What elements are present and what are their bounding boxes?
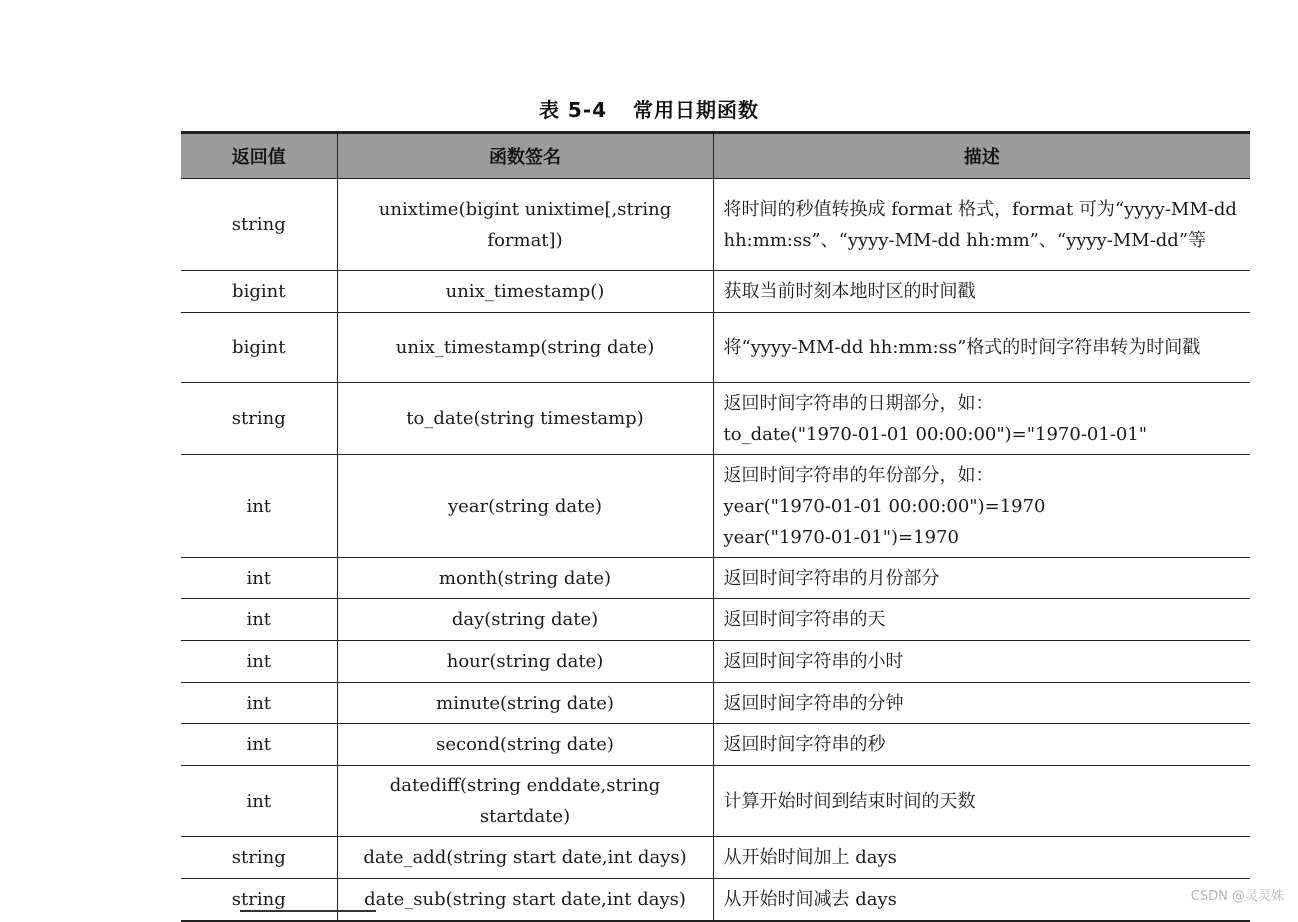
description-cell xyxy=(713,558,1250,599)
return-type-cell: string xyxy=(181,179,337,271)
description-cell xyxy=(713,837,1250,879)
description-cell xyxy=(713,313,1250,383)
header-row xyxy=(181,133,1250,179)
table-row xyxy=(181,879,1250,921)
watermark: CSDN @灵灵姝 xyxy=(1190,889,1284,904)
description-cell xyxy=(713,271,1250,313)
description-cell xyxy=(713,766,1250,837)
signature-cell: unix_timestamp(string date) xyxy=(337,313,713,383)
signature-cell: datediff(string enddate,string startdate) xyxy=(337,766,713,837)
date-functions-table xyxy=(181,131,1250,922)
return-type-cell: bigint xyxy=(181,271,337,313)
description-cell xyxy=(713,455,1250,558)
signature-cell: day(string date) xyxy=(337,599,713,641)
description-cell xyxy=(713,179,1250,271)
table-row xyxy=(181,455,1250,558)
signature-cell: unix_timestamp() xyxy=(337,271,713,313)
description-cell xyxy=(713,724,1250,766)
table-row xyxy=(181,179,1250,271)
return-type-cell: string xyxy=(181,837,337,879)
table-title: 常用日期函数 xyxy=(633,98,760,122)
description-line: 返回时间字符串的天 xyxy=(723,609,886,630)
return-type-cell: string xyxy=(181,879,337,921)
header-return-type: 返回值 xyxy=(181,133,337,179)
signature-cell: hour(string date) xyxy=(337,641,713,683)
signature-cell: minute(string date) xyxy=(337,683,713,724)
description-cell xyxy=(713,641,1250,683)
return-type-cell: int xyxy=(181,558,337,599)
table-row xyxy=(181,766,1250,837)
table-caption xyxy=(0,94,1298,123)
signature-cell: date_sub(string start date,int days) xyxy=(337,879,713,921)
signature-cell: to_date(string timestamp) xyxy=(337,383,713,455)
description-line: 返回时间字符串的年份部分，如： xyxy=(723,464,994,486)
description-cell xyxy=(713,383,1250,455)
table-row xyxy=(181,641,1250,683)
description-cell xyxy=(713,599,1250,641)
description-line: 返回时间字符串的分钟 xyxy=(723,692,904,714)
return-type-cell: int xyxy=(181,766,337,837)
return-type-cell: int xyxy=(181,641,337,683)
description-line: to_date("1970-01-01 00:00:00")="1970-01-01" xyxy=(723,423,1148,445)
return-type-cell: int xyxy=(181,683,337,724)
return-type-cell: int xyxy=(181,599,337,641)
description-line: 获取当前时刻本地时区的时间戳 xyxy=(723,281,976,302)
table-row xyxy=(181,271,1250,313)
table-row xyxy=(181,724,1250,766)
table-row xyxy=(181,558,1250,599)
signature-cell: second(string date) xyxy=(337,724,713,766)
table-body xyxy=(181,179,1250,921)
signature-cell: unixtime(bigint unixtime[,string format]) xyxy=(337,179,713,271)
description-cell xyxy=(713,683,1250,724)
return-type-cell: string xyxy=(181,383,337,455)
description-line: 将“yyyy-MM-dd hh:mm:ss”格式的时间字符串转为时间戳 xyxy=(723,337,1201,358)
description-line: year("1970-01-01 00:00:00")=1970 xyxy=(723,495,1046,517)
description-line: 将时间的秒值转换成 format 格式，format 可为“yyyy-MM-dd hh:mm:ss”、“yyyy-MM-dd hh:mm”、“yyyy-MM-dd”等 xyxy=(723,198,1237,251)
return-type-cell: bigint xyxy=(181,313,337,383)
description-line: 返回时间字符串的秒 xyxy=(723,734,886,755)
signature-cell: date_add(string start date,int days) xyxy=(337,837,713,879)
description-line: 计算开始时间到结束时间的天数 xyxy=(723,790,976,812)
description-line: 返回时间字符串的日期部分，如： xyxy=(723,392,994,414)
signature-cell: year(string date) xyxy=(337,455,713,558)
table-number: 表 5-4 xyxy=(538,98,608,122)
table-row xyxy=(181,313,1250,383)
return-type-cell: int xyxy=(181,455,337,558)
description-cell xyxy=(713,879,1250,921)
signature-cell: month(string date) xyxy=(337,558,713,599)
table-row xyxy=(181,599,1250,641)
description-line: 从开始时间减去 days xyxy=(723,888,897,910)
description-line: 返回时间字符串的小时 xyxy=(723,651,904,672)
description-line: year("1970-01-01")=1970 xyxy=(723,526,959,548)
header-description: 描述 xyxy=(713,133,1250,179)
description-line: 从开始时间加上 days xyxy=(723,847,897,868)
return-type-cell: int xyxy=(181,724,337,766)
table-row xyxy=(181,683,1250,724)
description-line: 返回时间字符串的月份部分 xyxy=(723,567,940,589)
table-row xyxy=(181,383,1250,455)
footnote-rule xyxy=(240,910,376,912)
table-row xyxy=(181,837,1250,879)
header-signature: 函数签名 xyxy=(337,133,713,179)
